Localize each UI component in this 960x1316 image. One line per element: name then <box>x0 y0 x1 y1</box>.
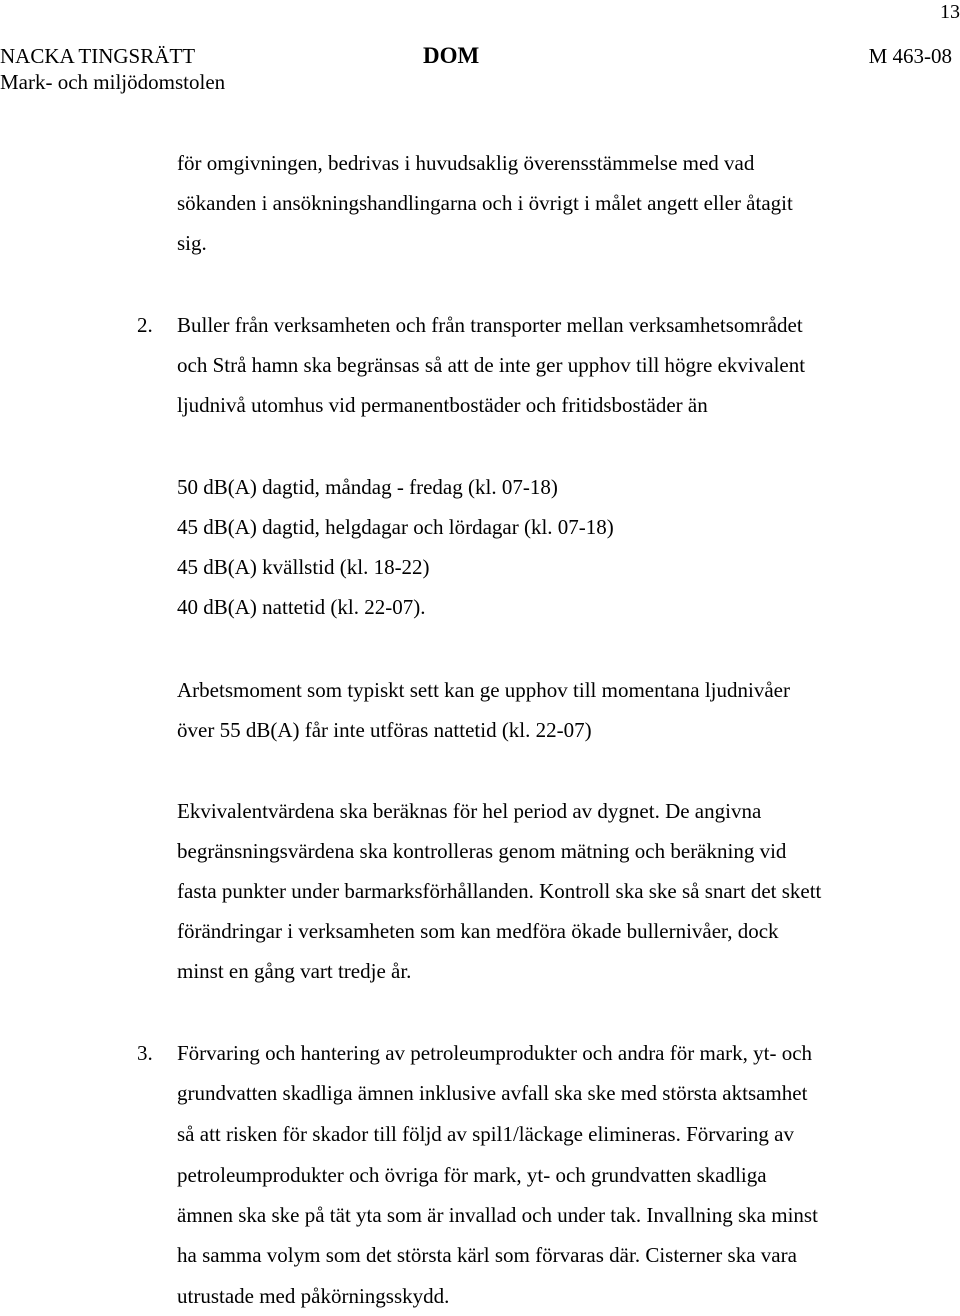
body-line: grundvatten skadliga ämnen inklusive avfall ska ske med största aktsamhet <box>177 1081 808 1105</box>
body-line: fasta punkter under barmarksförhållanden. Kontroll ska ske så snart det skett <box>177 879 822 903</box>
body-line: förändringar i verksamheten som kan medföra ökade bullernivåer, dock <box>177 919 779 943</box>
page-number: 13 <box>940 1 960 23</box>
body-line: så att risken för skador till följd av spil1/läckage elimineras. Förvaring av <box>177 1122 794 1146</box>
limit-line: 45 dB(A) dagtid, helgdagar och lördagar (kl. 07-18) <box>177 515 614 539</box>
body-line: minst en gång vart tredje år. <box>177 959 412 983</box>
body-line: för omgivningen, bedrivas i huvudsaklig överensstämmelse med vad <box>177 151 755 175</box>
body-line: Buller från verksamheten och från transporter mellan verksamhetsområdet <box>177 313 803 337</box>
body-line: sökanden i ansökningshandlingarna och i övrigt i målet angett eller åtagit <box>177 191 793 215</box>
body-line: ljudnivå utomhus vid permanentbostäder och fritidsbostäder än <box>177 393 708 417</box>
limit-line: 50 dB(A) dagtid, måndag - fredag (kl. 07-18) <box>177 475 558 499</box>
body-line: Förvaring och hantering av petroleumprodukter och andra för mark, yt- och <box>177 1041 813 1065</box>
list-number: 2. <box>137 313 153 337</box>
body-line: petroleumprodukter och övriga för mark, yt- och grundvatten skadliga <box>177 1163 767 1187</box>
limit-line: 40 dB(A) nattetid (kl. 22-07). <box>177 595 426 619</box>
body-line: ämnen ska ske på tät yta som är invallad och under tak. Invallning ska minst <box>177 1203 818 1227</box>
body-line: ha samma volym som det största kärl som förvaras där. Cisterner ska vara <box>177 1243 797 1267</box>
body-line: utrustade med påkörningsskydd. <box>177 1284 450 1308</box>
body-line: sig. <box>177 231 207 255</box>
body-line: Ekvivalentvärdena ska beräknas för hel period av dygnet. De angivna <box>177 799 762 823</box>
case-number: M 463-08 <box>868 44 952 68</box>
list-number: 3. <box>137 1041 153 1065</box>
limit-line: 45 dB(A) kvällstid (kl. 18-22) <box>177 555 430 579</box>
court-division: Mark- och miljödomstolen <box>0 70 226 94</box>
body-line: begränsningsvärdena ska kontrolleras genom mätning och beräkning vid <box>177 839 787 863</box>
body-line: och Strå hamn ska begränsas så att de inte ger upphov till högre ekvivalent <box>177 353 806 377</box>
body-line: över 55 dB(A) får inte utföras nattetid (kl. 22-07) <box>177 718 592 742</box>
document-type: DOM <box>423 43 480 68</box>
body-line: Arbetsmoment som typiskt sett kan ge upphov till momentana ljudnivåer <box>177 678 790 702</box>
court-name: NACKA TINGSRÄTT <box>0 44 196 68</box>
